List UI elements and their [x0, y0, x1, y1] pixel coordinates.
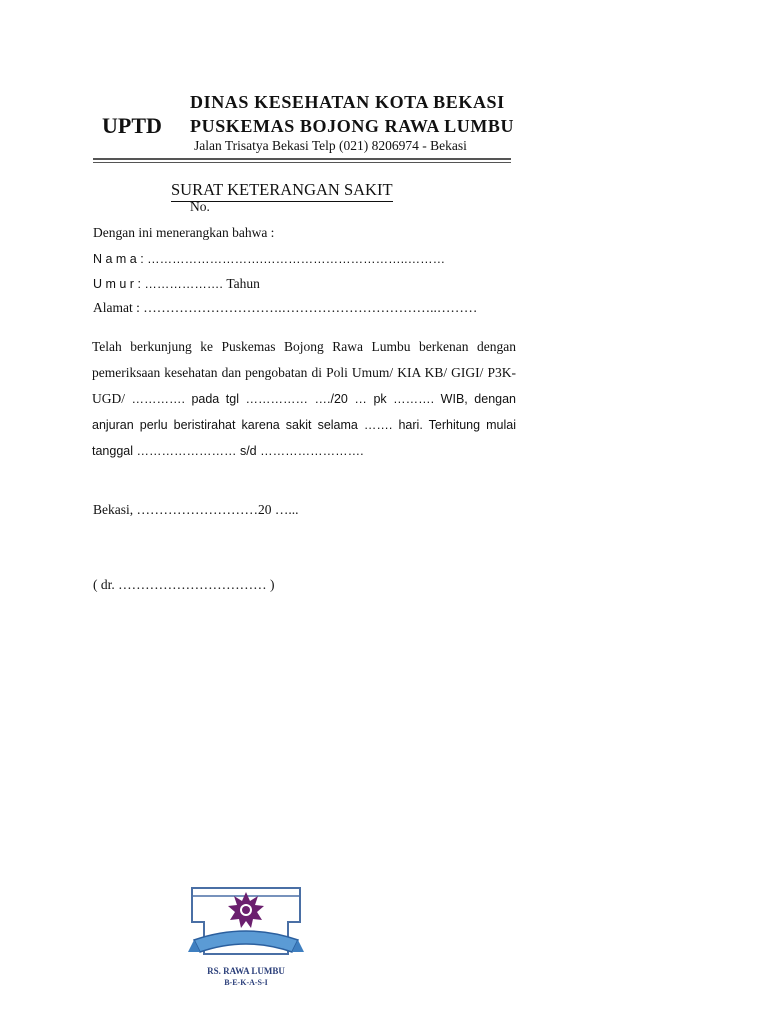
- header-rule-thin: [93, 162, 511, 163]
- header-rule: [93, 158, 511, 160]
- logo-text-name: RS. RAWA LUMBU: [207, 966, 285, 976]
- address-field: Alamat : ………………………….……………………………..………: [93, 300, 478, 315]
- age-field: [93, 276, 260, 292]
- logo-banner: [194, 931, 298, 952]
- agency-title: DINAS KESEHATAN KOTA BEKASI: [190, 92, 505, 112]
- signature-line: ( dr. …………………………… ): [93, 577, 275, 592]
- age-unit: Tahun: [226, 276, 260, 291]
- body-text-2: …………. pada tgl …………… …./20 … pk ………. WIB, dengan anjuran perlu beristirahat karena sakit selama ……. hari. Terhitung mulai tanggal …………………… s/d …………………….: [92, 392, 516, 458]
- logo-text-city: B-E-K-A-S-I: [224, 978, 268, 987]
- body-paragraph: [92, 334, 516, 464]
- letter-number: No.: [190, 199, 210, 214]
- uptd-label: UPTD: [102, 113, 162, 138]
- place-date-text: Bekasi, ………………………20 …...: [93, 502, 299, 517]
- logo-star-icon: [228, 892, 264, 928]
- clinic-title: PUSKEMAS BOJONG RAWA LUMBU: [190, 116, 515, 136]
- age-field-label: U m u r : ……………….: [93, 277, 227, 291]
- place-date: [93, 502, 299, 518]
- intro-text: Dengan ini menerangkan bahwa :: [93, 225, 275, 240]
- letter-title: SURAT KETERANGAN SAKIT: [171, 180, 393, 202]
- name-field: N a m a : ……………………….……………………………..………: [93, 252, 446, 266]
- body-text-1: Telah berkunjung ke Puskemas Bojong Rawa Lumbu berkenan dengan pemeriksaan kesehatan dan pengobatan di Poli Umum/ KIA KB/ GIGI/ P3K-UGD/: [92, 339, 516, 406]
- hospital-logo: [188, 882, 304, 990]
- address-line: Jalan Trisatya Bekasi Telp (021) 8206974 - Bekasi: [194, 138, 467, 153]
